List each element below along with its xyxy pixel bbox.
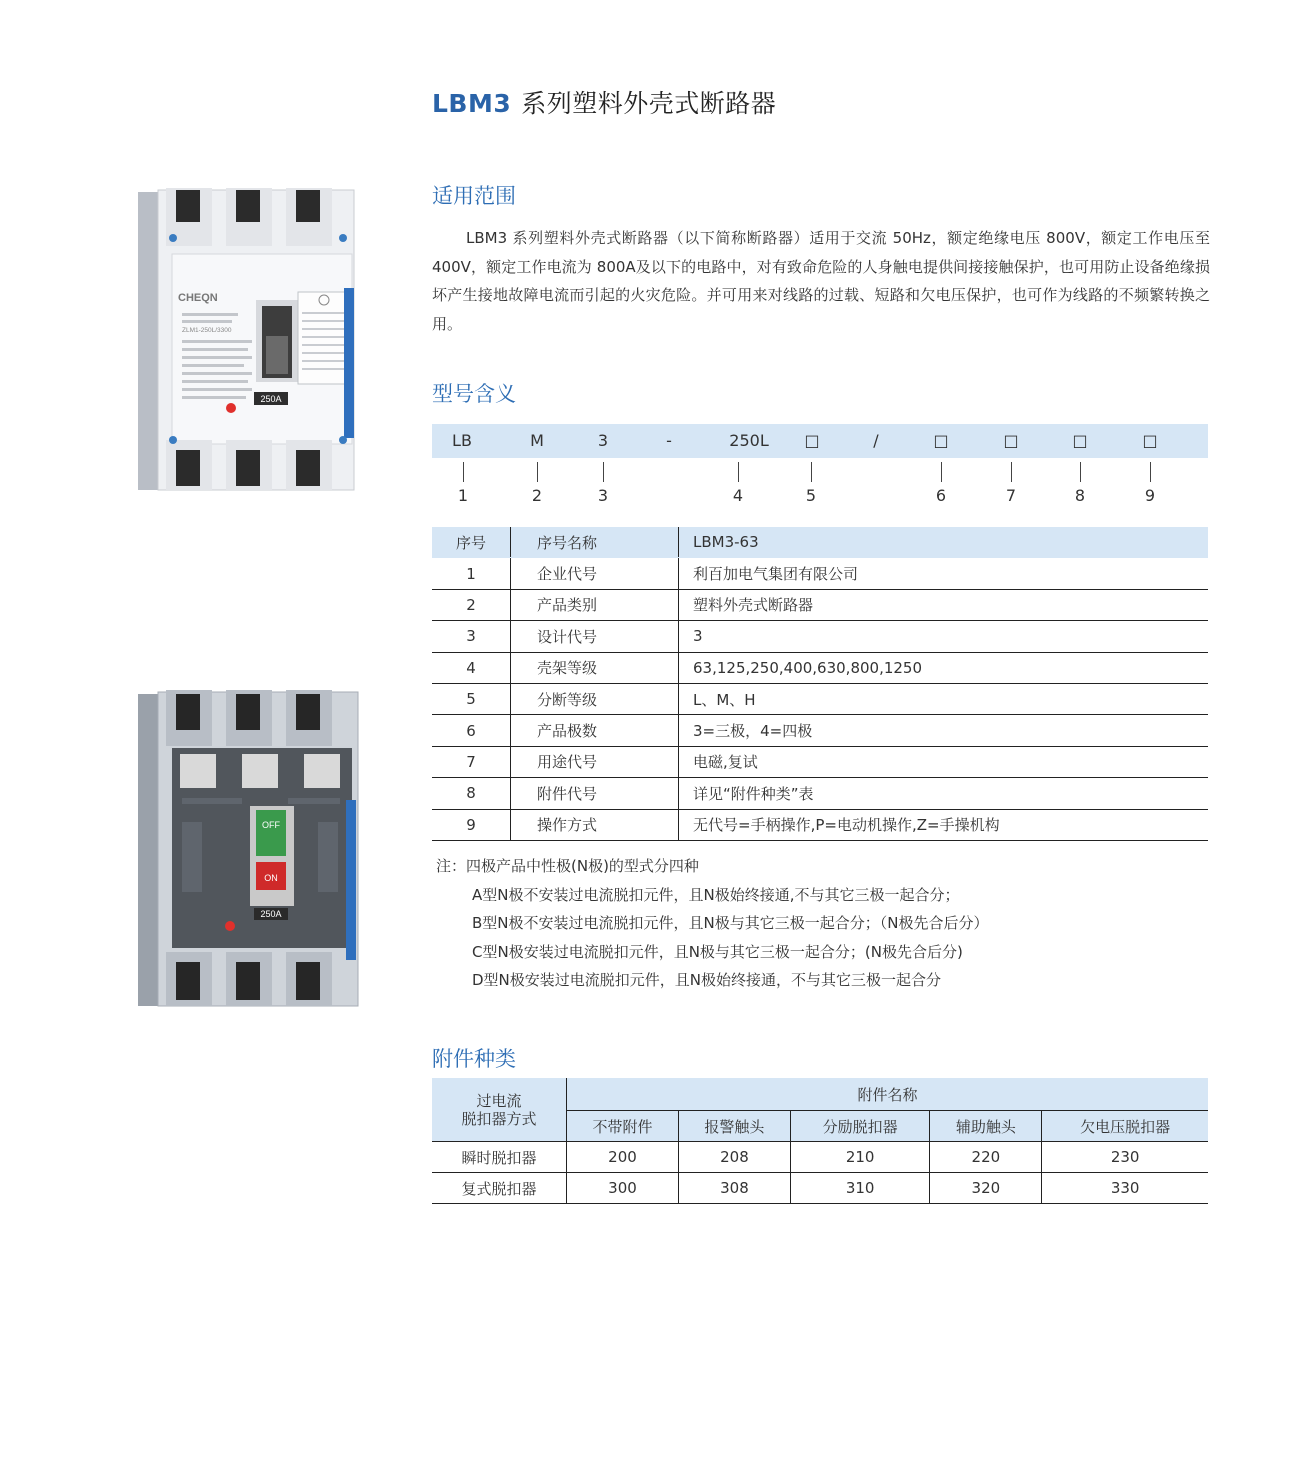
breaker-image-top	[138, 188, 366, 494]
code-tick	[1011, 462, 1012, 482]
breaker-on-label: ON	[264, 873, 278, 883]
code-part: □	[1003, 431, 1019, 450]
code-tick	[1150, 462, 1151, 482]
row-label: 瞬时脱扣器	[432, 1142, 567, 1173]
scope-paragraph: LBM3 系列塑料外壳式断路器（以下简称断路器）适用于交流 50Hz，额定绝缘电压 800V，额定工作电压至 400V，额定工作电流为 800A及以下的电路中，对有致命危险的人身触电提供间接接触保护，也可用防止设备绝缘损坏产生接地故障电流而引起的火灾危险。并可用来对线路的过载、短路和欠电压保护，也可作为线路的不频繁转换之用。	[432, 229, 1210, 333]
note-item: A型N极不安装过电流脱扣元件，且N极始终接通,不与其它三极一起合分；	[472, 885, 960, 904]
cell: 设计代号	[511, 621, 679, 652]
cell: 63,125,250,400,630,800,1250	[679, 652, 1209, 683]
section-heading-model: 型号含义	[432, 382, 516, 406]
model-meaning-table	[432, 527, 1208, 841]
cell: 230	[1042, 1142, 1208, 1173]
breaker-model-label: ZLM1-250L/3300	[182, 327, 232, 334]
code-index: 7	[1005, 486, 1017, 505]
table-row	[432, 809, 1208, 840]
row-label: 复式脱扣器	[432, 1173, 567, 1204]
table-row	[432, 1142, 1208, 1173]
code-tick	[463, 462, 464, 482]
table-row	[432, 652, 1208, 683]
code-tick	[738, 462, 739, 482]
title-brand: LBM3	[432, 89, 512, 118]
cell: 塑料外壳式断路器	[679, 589, 1209, 620]
section-heading-accessories: 附件种类	[432, 1047, 516, 1071]
code-part: M	[530, 431, 544, 450]
cell: 200	[567, 1142, 679, 1173]
cell: 3=三极，4=四极	[679, 715, 1209, 746]
code-index: 5	[805, 486, 817, 505]
section-heading-scope: 适用范围	[432, 184, 516, 208]
cell: 9	[432, 809, 511, 840]
breaker-image-bottom	[138, 690, 366, 1010]
code-tick	[941, 462, 942, 482]
cell: 5	[432, 683, 511, 714]
group-header: 附件名称	[567, 1078, 1209, 1111]
table-row	[432, 778, 1208, 809]
cell: 附件代号	[511, 778, 679, 809]
column-header: 欠电压脱扣器	[1042, 1111, 1208, 1142]
table-row	[432, 589, 1208, 620]
corner-header	[432, 1078, 567, 1142]
cell: 308	[678, 1173, 790, 1204]
code-part: 250L	[729, 431, 769, 450]
code-part: □	[804, 431, 820, 450]
code-index: 2	[531, 486, 543, 505]
table-row	[432, 746, 1208, 777]
cell: 300	[567, 1173, 679, 1204]
cell: 用途代号	[511, 746, 679, 777]
cell: 220	[930, 1142, 1042, 1173]
corner-line: 脱扣器方式	[461, 1109, 537, 1128]
breaker-rating-label-2: 250A	[260, 909, 282, 919]
cell: 208	[678, 1142, 790, 1173]
cell: 详见“附件种类”表	[679, 778, 1209, 809]
code-tick	[811, 462, 812, 482]
cell: 分断等级	[511, 683, 679, 714]
table-row	[432, 715, 1208, 746]
cell: 1	[432, 558, 511, 589]
table-header-row	[432, 527, 1208, 558]
code-part: □	[1142, 431, 1158, 450]
page-title	[432, 84, 776, 120]
corner-line: 过电流	[476, 1091, 522, 1110]
cell: 6	[432, 715, 511, 746]
cell: 操作方式	[511, 809, 679, 840]
cell: 企业代号	[511, 558, 679, 589]
column-header: 分励脱扣器	[790, 1111, 929, 1142]
table-row	[432, 1173, 1208, 1204]
note-item: B型N极不安装过电流脱扣元件，且N极与其它三极一起合分；（N极先合后分）	[472, 914, 989, 932]
code-part: LB	[452, 431, 472, 450]
code-part: 3	[597, 431, 609, 450]
column-header: 辅助触头	[930, 1111, 1042, 1142]
table-row	[432, 683, 1208, 714]
cell: 产品类别	[511, 589, 679, 620]
cell: 2	[432, 589, 511, 620]
table-row	[432, 558, 1208, 589]
header-cell: 序号	[432, 527, 511, 558]
breaker-brand-label: CHEQN	[178, 292, 218, 304]
cell: 210	[790, 1142, 929, 1173]
cell: 无代号=手柄操作,P=电动机操作,Z=手操机构	[679, 809, 1209, 840]
header-cell: LBM3-63	[679, 527, 1209, 558]
code-index: 8	[1074, 486, 1086, 505]
column-header: 报警触头	[678, 1111, 790, 1142]
code-index: 9	[1144, 486, 1156, 505]
code-index: 6	[935, 486, 947, 505]
table-row	[432, 621, 1208, 652]
breaker-off-label: OFF	[262, 820, 280, 830]
code-index: 1	[457, 486, 469, 505]
model-code-bar	[432, 424, 1208, 458]
cell: 7	[432, 746, 511, 777]
notes-lead: 注：四极产品中性极(N极)的型式分四种	[436, 857, 699, 875]
code-index: 4	[732, 486, 744, 505]
header-cell: 序号名称	[511, 527, 679, 558]
note-item: D型N极安装过电流脱扣元件，且N极始终接通，不与其它三极一起合分	[472, 971, 941, 989]
code-part: □	[933, 431, 949, 450]
cell: 310	[790, 1173, 929, 1204]
code-part: -	[666, 431, 672, 450]
code-tick	[537, 462, 538, 482]
cell: 8	[432, 778, 511, 809]
cell: 4	[432, 652, 511, 683]
code-index: 3	[597, 486, 609, 505]
title-text: 系列塑料外壳式断路器	[521, 89, 777, 118]
note-item: C型N极安装过电流脱扣元件，且N极与其它三极一起合分；(N极先合后分)	[472, 942, 963, 961]
cell: 利百加电气集团有限公司	[679, 558, 1209, 589]
cell: 产品极数	[511, 715, 679, 746]
cell: 3	[679, 621, 1209, 652]
code-part: /	[873, 431, 879, 450]
code-tick	[603, 462, 604, 482]
cell: 320	[930, 1173, 1042, 1204]
breaker-rating-label: 250A	[260, 394, 282, 404]
code-part: □	[1072, 431, 1088, 450]
cell: 壳架等级	[511, 652, 679, 683]
cell: L、M、H	[679, 683, 1209, 714]
cell: 330	[1042, 1173, 1208, 1204]
cell: 3	[432, 621, 511, 652]
code-tick	[1080, 462, 1081, 482]
neutral-pole-notes	[436, 852, 988, 995]
column-header: 不带附件	[567, 1111, 679, 1142]
accessory-table	[432, 1078, 1208, 1204]
cell: 电磁,复试	[679, 746, 1209, 777]
